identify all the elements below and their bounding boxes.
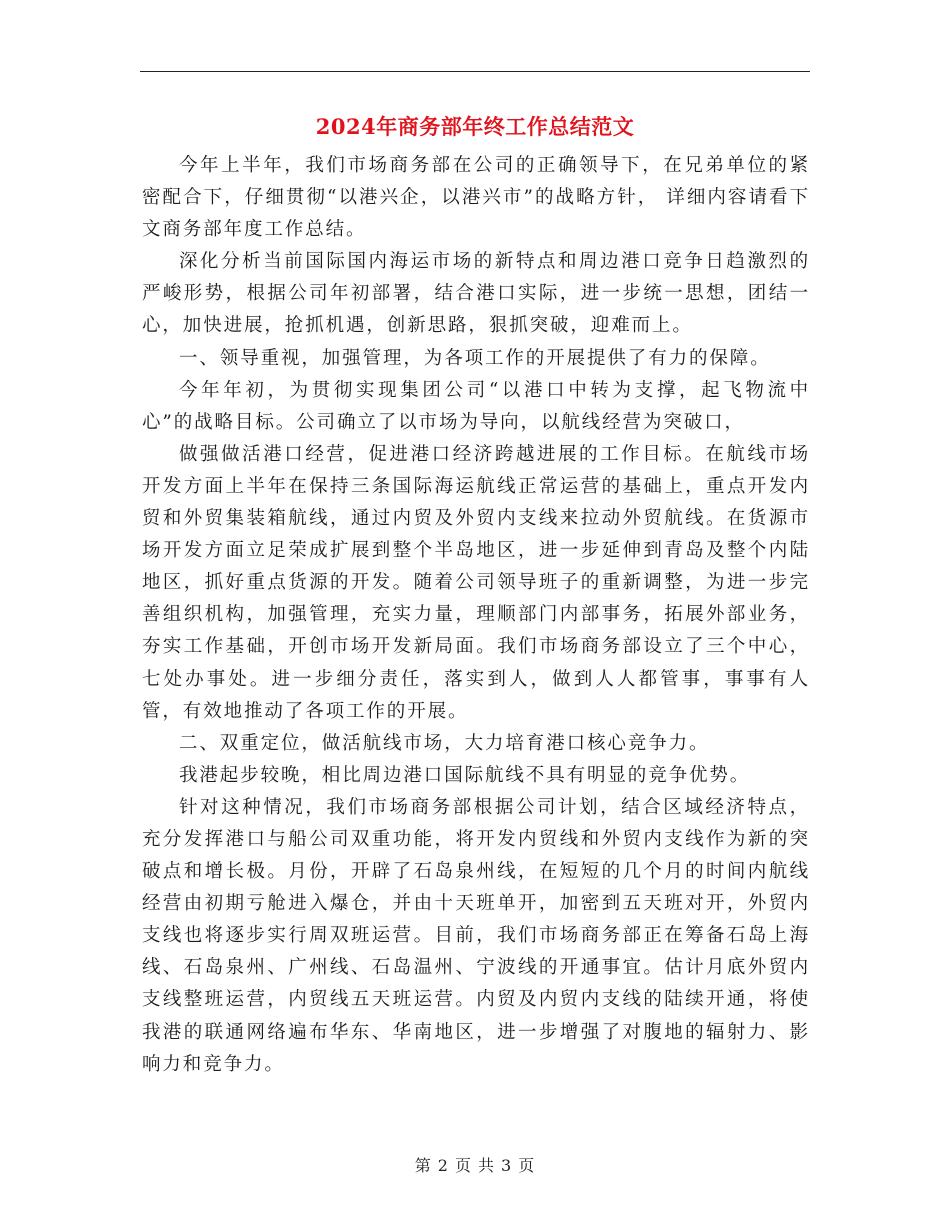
document-body <box>142 150 810 1081</box>
paragraph: 针对这种情况，我们市场商务部根据公司计划，结合区域经济特点，充分发挥港口与船公司双重功能，将开发内贸线和外贸内支线作为新的突破点和增长极。月份，开辟了石岛泉州线，在短短的几个月的时间内航线经营由初期亏舱进入爆仓，并由十天班单开，加密到五天班对开，外贸内支线也将逐步实行周双班运营。目前，我们市场商务部正在筹备石岛上海线、石岛泉州、广州线、石岛温州、宁波线的开通事宜。估计月底外贸内支线整班运营，内贸线五天班运营。内贸及内贸内支线的陆续开通，将使我港的联通网络遍布华东、华南地区，进一步增强了对腹地的辐射力、影响力和竞争力。 <box>142 796 810 1075</box>
page-footer <box>0 1153 950 1176</box>
paragraph: 今年上半年，我们市场商务部在公司的正确领导下，在兄弟单位的紧密配合下，仔细贯彻“以港兴企，以港兴市”的战略方针， 详细内容请看下文商务部年度工作总结。 <box>142 155 810 241</box>
header-rule <box>140 71 810 72</box>
paragraph: 我港起步较晚，相比周边港口国际航线不具有明显的竞争优势。 <box>179 764 751 786</box>
section-heading: 一、领导重视，加强管理，为各项工作的开展提供了有力的保障。 <box>179 347 771 369</box>
paragraph: 做强做活港口经营，促进港口经济跨越进展的工作目标。在航线市场开发方面上半年在保持三条国际海运航线正常运营的基础上，重点开发内贸和外贸集装箱航线，通过内贸及外贸内支线来拉动外贸航线。在货源市场开发方面立足荣成扩展到整个半岛地区，进一步延伸到青岛及整个内陆地区，抓好重点货源的开发。随着公司领导班子的重新调整，为进一步完善组织机构，加强管理，充实力量，理顺部门内部事务，拓展外部业务，夯实工作基础，开创市场开发新局面。我们市场商务部设立了三个中心，七处办事处。进一步细分责任，落实到人，做到人人都管事，事事有人管，有效地推动了各项工作的开展。 <box>142 443 810 722</box>
footer-total-pages: 3 <box>501 1156 513 1175</box>
footer-middle: 页 共 <box>454 1156 496 1175</box>
footer-current-page: 2 <box>437 1156 449 1175</box>
section-heading: 二、双重定位，做活航线市场，大力培育港口核心竞争力。 <box>179 732 710 754</box>
paragraph: 今年年初，为贯彻实现集团公司“以港口中转为支撑，起飞物流中心”的战略目标。公司确立了以市场为导向，以航线经营为突破口， <box>142 379 810 433</box>
document-title: 2024年商务部年终工作总结范文 <box>315 114 635 139</box>
footer-suffix: 页 <box>518 1156 536 1175</box>
footer-prefix: 第 <box>414 1156 432 1175</box>
paragraph: 深化分析当前国际国内海运市场的新特点和周边港口竞争日趋激烈的严峻形势，根据公司年初部署，结合港口实际，进一步统一思想，团结一心，加快进展，抢抓机遇，创新思路，狠抓突破，迎难而上。 <box>142 251 810 337</box>
